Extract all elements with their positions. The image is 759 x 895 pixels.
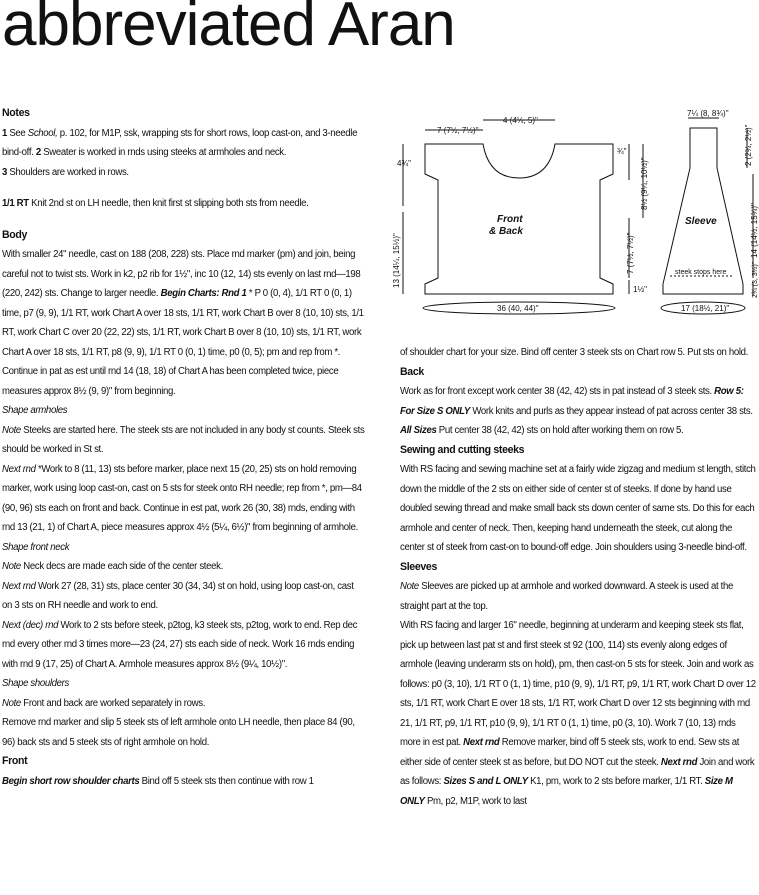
back-heading: Back bbox=[400, 365, 424, 378]
dim-shoulder: 7 (7½, 7½)" bbox=[437, 126, 479, 135]
notes-paragraph: 1 See School, p. 102, for M1P, ssk, wrapping sts for short rows, loop cast-on, and 3-needle bind-off. 2 Sweater is worked in rnds using steeks at armholes and neck. 3 Shoulders are worked in rows. bbox=[2, 127, 358, 178]
dim-cuff-height: 2¾ (3, 3½)" bbox=[752, 261, 759, 298]
front-back-label: Front bbox=[497, 214, 523, 225]
shape-front-neck-subhead: Shape front neck bbox=[2, 541, 70, 553]
sleeve-label: Sleeve bbox=[685, 216, 717, 227]
dec-instructions: Next (dec) rnd Work to 2 sts before steek, p2tog, k3 steek sts, p2tog, work to end. Rep dec rnd every other rnd 3 times more—23 (24, 27) sts each side of neck. Work 16 rnds ending with rnd 9 (17, 25) of Chart A. Armhole measures approx 8½ (9¼, 10½)". bbox=[2, 619, 358, 670]
sleeves-heading: Sleeves bbox=[400, 560, 438, 573]
steek-stops-label: steek stops here bbox=[675, 269, 727, 276]
dim-sleeve-cap: 2 (2¾, 2½)" bbox=[744, 124, 753, 166]
dim-neck-width: 4 (4¼, 5)" bbox=[503, 116, 538, 125]
front-continued: of shoulder chart for your size. Bind off center 3 steek sts on Chart row 5. Put sts on hold. bbox=[400, 347, 748, 358]
body-heading: Body bbox=[2, 228, 28, 241]
dim-armhole: 8½ (9¼, 10½)" bbox=[640, 157, 649, 210]
shoulders-instructions: Remove rnd marker and slip 5 steek sts of left armhole onto LH needle, then place 84 (90, 96) back sts and 5 steek sts of right armhole on hold. bbox=[2, 717, 355, 748]
dim-body-length: 7 (7½, 7½)" bbox=[626, 232, 635, 274]
schematic-diagrams bbox=[385, 108, 759, 323]
dim-width: 36 (40, 44)" bbox=[497, 304, 539, 313]
dim-neck-drop: ¾" bbox=[617, 147, 627, 156]
dim-rib: 1½" bbox=[633, 285, 647, 294]
left-column bbox=[2, 104, 365, 791]
back-instructions: Work as for front except work center 38 (42, 42) sts in pat instead of 3 steek sts. Row 5: For Size S ONLY Work knits and purls as they appear instead of pat across center 38 sts. All Sizes Put center 38 (42, 42) sts on hold after working them on row 5. bbox=[400, 386, 753, 436]
front-heading: Front bbox=[2, 755, 28, 767]
shape-armholes-subhead: Shape armholes bbox=[2, 405, 68, 416]
armhole-instructions: Next rnd *Work to 8 (11, 13) sts before marker, place next 15 (20, 25) sts on hold removing marker, work using loop cast-on, cast on 5 sts for steek onto RH needle; rep from *, pm—84 (90, 96) sts each on front and back. Continue in est pat, work 26 (30, 38) rnds, ending with rnd 13 (21, 1) of Chart A, piece measures approx 4½ (5¼, 6½)" from beginning of armhole. bbox=[2, 463, 362, 533]
sewing-heading: Sewing and cutting steeks bbox=[400, 443, 525, 456]
neck-instructions: Next rnd Work 27 (28, 31) sts, place center 30 (34, 34) st on hold, using loop cast-on, cast on 3 sts on RH needle and work to end. bbox=[2, 580, 354, 611]
notes-heading: Notes bbox=[2, 107, 30, 119]
front-instructions: Begin short row shoulder charts Bind off 5 steek sts then continue with row 1 bbox=[2, 775, 314, 787]
dim-cuff: 17 (18½, 21)" bbox=[681, 304, 730, 313]
armhole-note: Note Steeks are started here. The steek sts are not included in any body st counts. Steek sts should be worked in St st. bbox=[2, 424, 365, 455]
neck-note: Note Neck decs are made each side of the center steek. bbox=[2, 561, 223, 572]
dim-sleeve-length: 14 (14½, 15¾)" bbox=[750, 203, 759, 258]
body-paragraph: With smaller 24" needle, cast on 188 (208, 228) sts. Place rnd marker (pm) and join, being careful not to twist sts. Work in k2, p2 rib for 1½", inc 10 (12, 14) sts evenly on last rnd—198 (220, 242) sts. Change to larger needle. Begin Charts: Rnd 1 * P 0 (0, 4), 1/1 RT 0 (0, 1) time, p7 (9, 9), 1/1 RT, work Chart A over 18 sts, 1/1 RT, work Chart B over 8 (10, 10) sts, 1/1 RT, work Chart C over 20 (22, 22) sts, 1/1 RT, work Chart B over 8 (10, 10) sts, 1/1 RT, work Chart A over 18 sts, 1/1 RT, p8 (9, 9), 1/1 RT 0 (0, 1) time, p0 (0, 5); pm and rep from *. Continue in pat as est until rnd 14 (18, 18) of Chart A has been completed twice, piece measures approx 8½ (9, 9)" from beginning. bbox=[2, 249, 364, 397]
dim-sleeve-top: 7¼ (8, 8¾)" bbox=[687, 109, 729, 118]
sleeves-instructions: With RS facing and larger 16" needle, beginning at underarm and keeping steek sts flat, pick up between last pat st and first steek st 92 (100, 114) sts evenly along edges of armhole (leaving underarm sts on hold), pm, then cast-on 5 sts for steek. Join and work as follows: p0 (3, 10), 1/1 RT 0 (1, 1) time, p10 (9, 9), 1/1 RT, p9, 1/1 RT, work Chart D over 12 sts, 1/1 RT, work Chart E over 18 sts, 1/1 RT, work Chart D over 12 sts beginning with rnd 21, 1/1 RT, p9, 1/1 RT, p10 (9, 9), 1/1 RT 0 (1, 1) time, p0 (3, 10). Work 7 (10, 13) rnds more in est pat. Next rnd Remove marker, bind off 5 steek sts, work to end. Sew sts at either side of center steek st as before, but DO NOT cut the steek. Next rnd Join and work as follows: Sizes S and L ONLY K1, pm, work to 2 sts before marker, 1/1 RT. Size M ONLY Pm, p2, M1P, work to last bbox=[400, 620, 756, 807]
shoulders-note: Note Front and back are worked separately in rows. bbox=[2, 697, 206, 709]
sleeves-note: Note Sleeves are picked up at armhole and worked downward. A steek is used at the straight part at the top. bbox=[400, 581, 734, 612]
dim-armhole-depth: 4¾" bbox=[397, 159, 411, 168]
sewing-instructions: With RS facing and sewing machine set at a fairly wide zigzag and medium st length, stitch down the middle of the 2 sts on either side of center st of steeks. If done by hand use doubled sewing thread and make small back sts down center of same sts. Do this for each armhole and center of neck. Then, keeping hand underneath the steek, cut along the center st of steek from cast-on to bound-off edge. Join shoulders using 3-needle bind-off. bbox=[400, 464, 756, 553]
rt-definition: 1/1 RT Knit 2nd st on LH needle, then knit first st slipping both sts from needle. bbox=[2, 198, 309, 209]
shape-shoulders-subhead: Shape shoulders bbox=[2, 678, 70, 689]
page-title: abbreviated Aran bbox=[2, 0, 455, 59]
right-column bbox=[400, 343, 757, 811]
dim-length: 13 (14¼, 15½)" bbox=[392, 233, 401, 288]
front-back-label-2: & Back bbox=[489, 226, 523, 237]
